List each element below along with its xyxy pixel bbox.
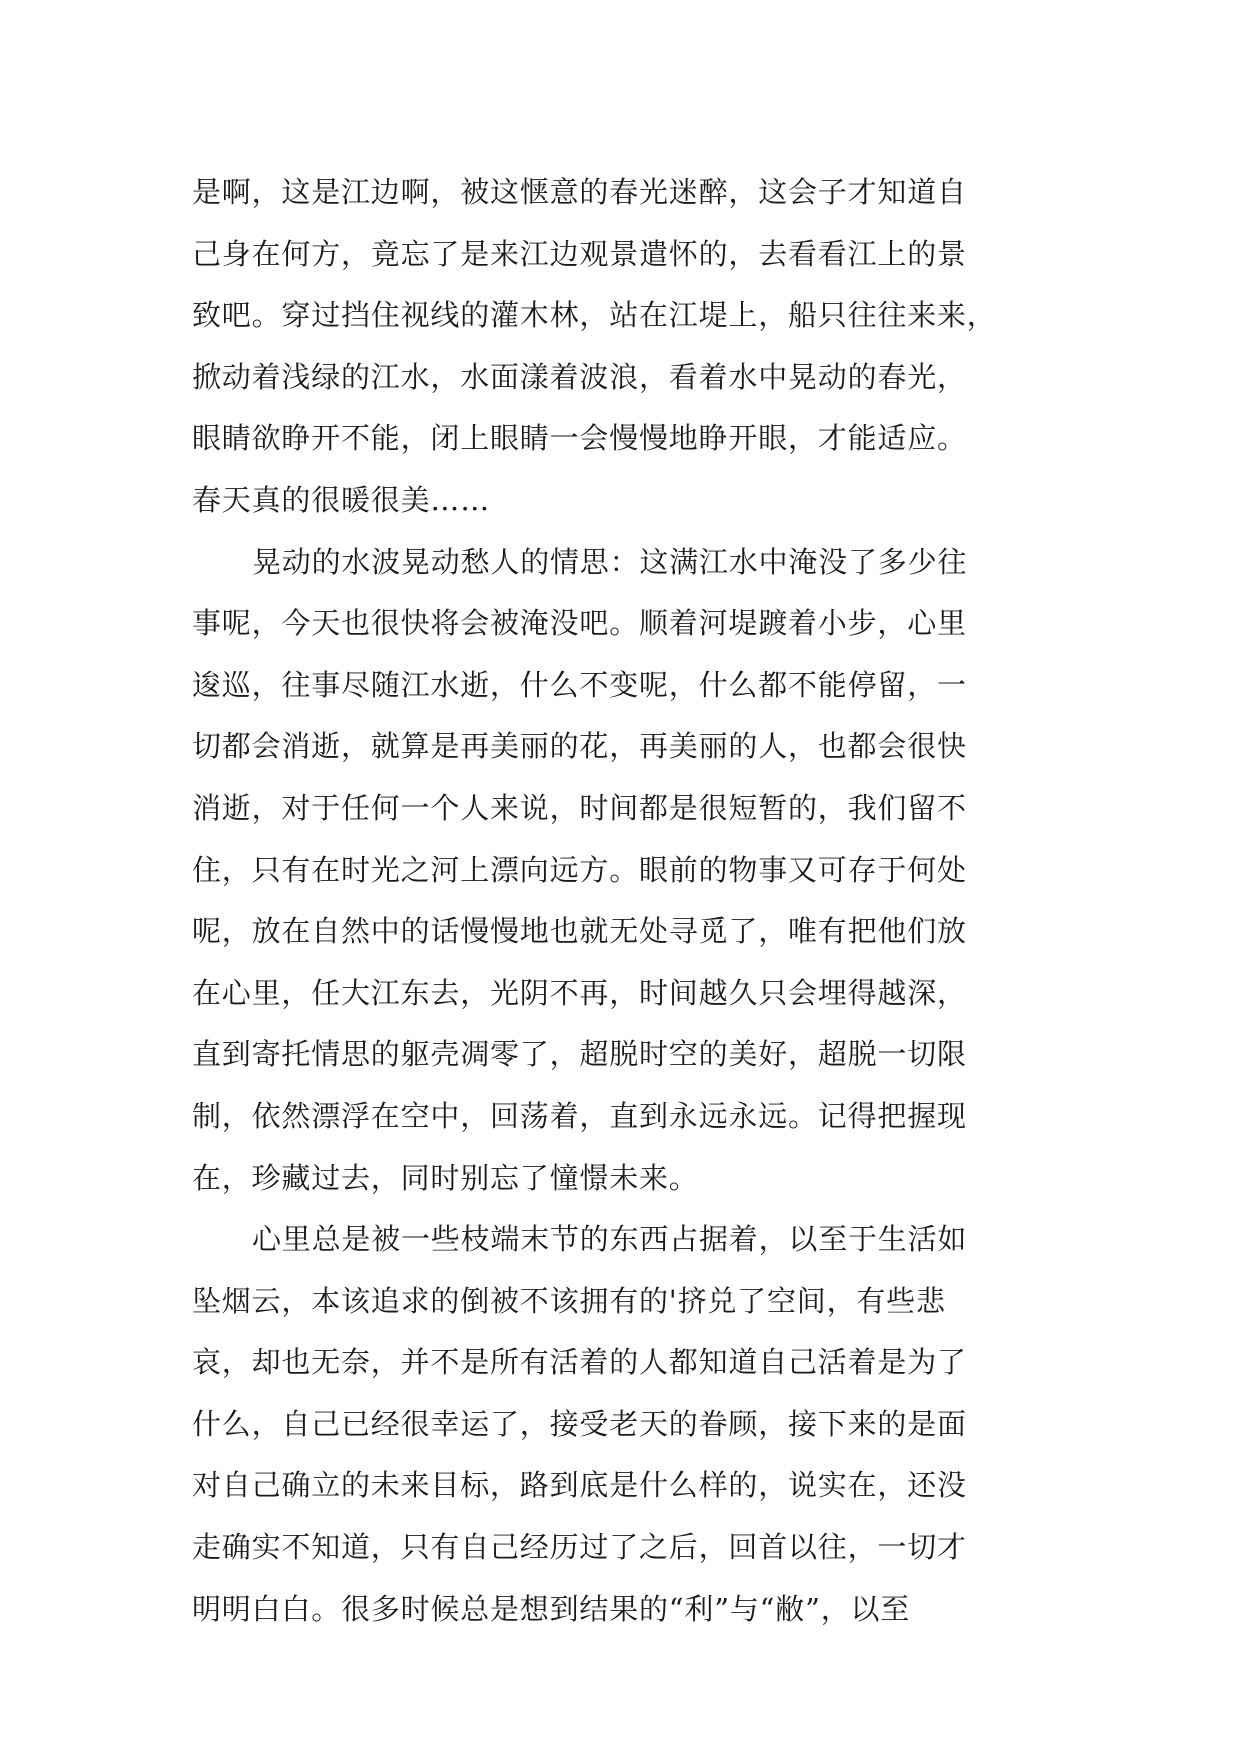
text-line: 对自己确立的未来目标，路到底是什么样的，说实在，还没 bbox=[192, 1468, 967, 1503]
text-line: 制，依然漂浮在空中，回荡着，直到永远永远。记得把握现 bbox=[192, 1098, 967, 1133]
text-line: 呢，放在自然中的话慢慢地也就无处寻觅了，唯有把他们放 bbox=[192, 914, 967, 949]
body-text bbox=[192, 162, 1072, 1640]
text-line: 直到寄托情思的躯壳凋零了，超脱时空的美好，超脱一切限 bbox=[192, 1037, 967, 1072]
paragraph-first-line: 晃动的水波晃动愁人的情思：这满江水中淹没了多少往 bbox=[252, 544, 968, 579]
text-line: 是啊，这是江边啊，被这惬意的春光迷醉，这会子才知道自 bbox=[192, 175, 967, 209]
text-line: 眼睛欲睁开不能，闭上眼睛一会慢慢地睁开眼，才能适应。 bbox=[192, 421, 967, 456]
text-line: 致吧。穿过挡住视线的灌木林，站在江堤上，船只往往来来， bbox=[192, 298, 997, 333]
text-line: 春天真的很暖很美…… bbox=[192, 482, 491, 517]
text-line: 掀动着浅绿的江水，水面漾着波浪，看着水中晃动的春光， bbox=[192, 359, 967, 394]
text-line: 在，珍藏过去，同时别忘了憧憬未来。 bbox=[192, 1160, 699, 1195]
text-line: 在心里，任大江东去，光阴不再，时间越久只会埋得越深， bbox=[192, 975, 967, 1010]
text-line: 哀，却也无奈，并不是所有活着的人都知道自己活着是为了 bbox=[192, 1345, 967, 1380]
text-line: 逡巡，往事尽随江水逝，什么不变呢，什么都不能停留，一 bbox=[192, 667, 967, 702]
text-line: 坠烟云，本该追求的倒被不该拥有的'挤兑了空间，有些悲 bbox=[192, 1283, 946, 1318]
text-line: 走确实不知道，只有自己经历过了之后，回首以往，一切才 bbox=[192, 1530, 967, 1565]
text-line: 明明白白。很多时候总是想到结果的“利”与“敝”，以至 bbox=[192, 1591, 911, 1626]
text-line: 切都会消逝，就算是再美丽的花，再美丽的人，也都会很快 bbox=[192, 729, 967, 764]
text-line: 什么，自己已经很幸运了，接受老天的眷顾，接下来的是面 bbox=[192, 1406, 967, 1441]
paragraph-first-line: 心里总是被一些枝端末节的东西占据着，以至于生活如 bbox=[252, 1222, 968, 1257]
text-line: 事呢，今天也很快将会被淹没吧。顺着河堤踱着小步，心里 bbox=[192, 606, 967, 641]
text-line: 消逝，对于任何一个人来说，时间都是很短暂的，我们留不 bbox=[192, 790, 967, 825]
text-line: 己身在何方，竟忘了是来江边观景遣怀的，去看看江上的景 bbox=[192, 236, 967, 271]
text-line: 住，只有在时光之河上漂向远方。眼前的物事又可存于何处 bbox=[192, 852, 967, 887]
